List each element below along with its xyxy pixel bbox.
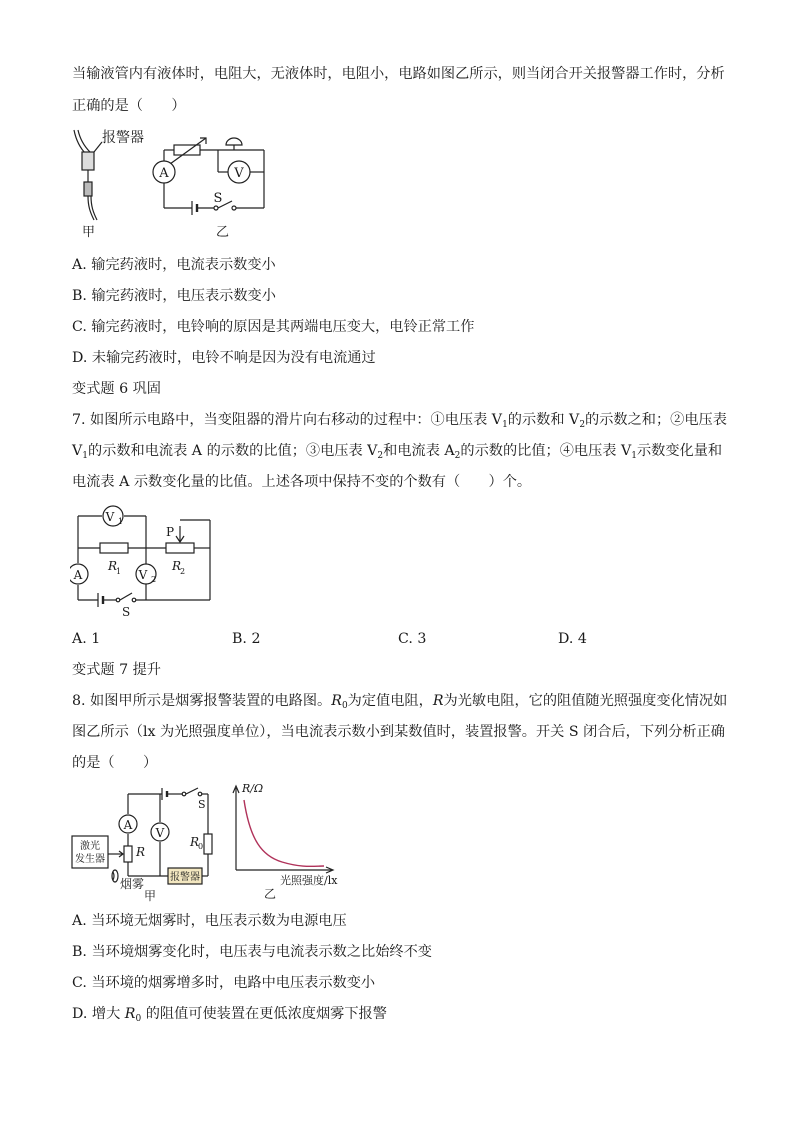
q8-figure-yi <box>230 778 360 900</box>
q8-figure-jia <box>70 784 230 902</box>
q7-option-b: B. 2 <box>232 631 261 647</box>
q7-option-a: A. 1 <box>72 631 101 647</box>
variant-7-heading: 变式题 7 提升 <box>72 662 161 678</box>
laser-label-line1: 激光 <box>80 841 100 852</box>
ammeter-label: A <box>73 568 83 582</box>
q6-option-a: A. 输完药液时，电流表示数变小 <box>72 257 276 273</box>
q8-stem-line2: 图乙所示（lx 为光照强度单位），当电流表示数小到某数值时，装置报警。开关 S 闭合后，下列分析正确 <box>72 724 725 740</box>
q6-stem-line1: 当输液管内有液体时，电阻大，无液体时，电阻小，电路如图乙所示，则当闭合开关报警器工作时，分析 <box>72 66 725 82</box>
switch-label: S <box>213 191 223 206</box>
switch-label: S <box>122 605 131 618</box>
r0-label: R <box>190 835 200 849</box>
q8-stem-line3: 的是（ ） <box>72 755 158 771</box>
variant-6-heading: 变式题 6 巩固 <box>72 381 161 397</box>
q7-stem-line1: 7. 如图所示电路中，当变阻器的滑片向右移动的过程中：①电压表 $V_1$的示数和 $V_2$的示数之和；②电压表 <box>72 412 727 430</box>
iv-alarm-illustration <box>74 130 102 220</box>
voltmeter-label: V <box>234 166 244 181</box>
smoke-label: 烟雾 <box>120 877 145 891</box>
q6-option-d: D. 未输完药液时，电铃不响是因为没有电流通过 <box>72 350 376 366</box>
switch-label: S <box>198 798 206 811</box>
q8-option-d: D. 增大 $R_0$ 的阻值可使装置在更低浓度烟雾下报警 <box>72 1006 387 1024</box>
resistance-curve <box>244 800 324 866</box>
caption-yi: 乙 <box>216 225 230 240</box>
q7-option-c: C. 3 <box>398 631 427 647</box>
q8-option-a: A. 当环境无烟雾时，电压表示数为电源电压 <box>72 913 347 929</box>
q8-option-b: B. 当环境烟雾变化时，电压表与电流表示数之比始终不变 <box>72 944 432 960</box>
caption-jia: 甲 <box>144 889 157 902</box>
caption-jia: 甲 <box>82 225 96 240</box>
v2-label: V <box>138 568 148 582</box>
voltmeter-label: V <box>155 826 165 840</box>
alarm-label: 报警器 <box>102 130 144 146</box>
q7-figure <box>70 500 220 618</box>
q7-stem-line3: 电流表 A 示数变化量的比值。上述各项中保持不变的个数有（ ）个。 <box>72 474 532 490</box>
ammeter-label: A <box>123 818 133 832</box>
ammeter-label: A <box>159 166 169 181</box>
q6-option-c: C. 输完药液时，电铃响的原因是其两端电压变大，电铃正常工作 <box>72 319 475 335</box>
v1-sub: 1 <box>118 517 124 526</box>
caption-yi: 乙 <box>264 887 277 900</box>
q8-option-c: C. 当环境的烟雾增多时，电路中电压表示数变小 <box>72 975 376 991</box>
slider-p-label: P <box>166 525 175 539</box>
laser-label-line2: 发生器 <box>75 854 105 865</box>
q7-option-d: D. 4 <box>558 631 587 647</box>
r1-label: R <box>108 559 118 573</box>
q7-stem-line2: $V_1$的示数和电流表 A 的示数的比值；③电压表 $V_2$和电流表 $A_2$的示数的比值；④电压表 $V_1$示数变化量和 <box>72 443 723 461</box>
v1-label: V <box>105 510 115 524</box>
x-axis-label: 光照强度/lx <box>280 874 338 887</box>
q6-option-b: B. 输完药液时，电压表示数变小 <box>72 288 276 304</box>
alarm-label: 报警器 <box>170 872 200 883</box>
v2-sub: 2 <box>151 575 157 584</box>
r1-sub: 1 <box>116 567 122 576</box>
r2-label: R <box>172 559 182 573</box>
r2-sub: 2 <box>180 567 186 576</box>
r-label: R <box>136 845 146 859</box>
q6-stem-line2: 正确的是（ ） <box>72 98 186 114</box>
y-axis-label: R/Ω <box>242 782 264 795</box>
q8-stem-line1: 8. 如图甲所示是烟雾报警装置的电路图。$R_0$为定值电阻，R为光敏电阻，它的阻值随光照强度变化情况如 <box>72 693 728 711</box>
q6-figure <box>68 124 278 242</box>
r0-sub: 0 <box>198 842 204 851</box>
